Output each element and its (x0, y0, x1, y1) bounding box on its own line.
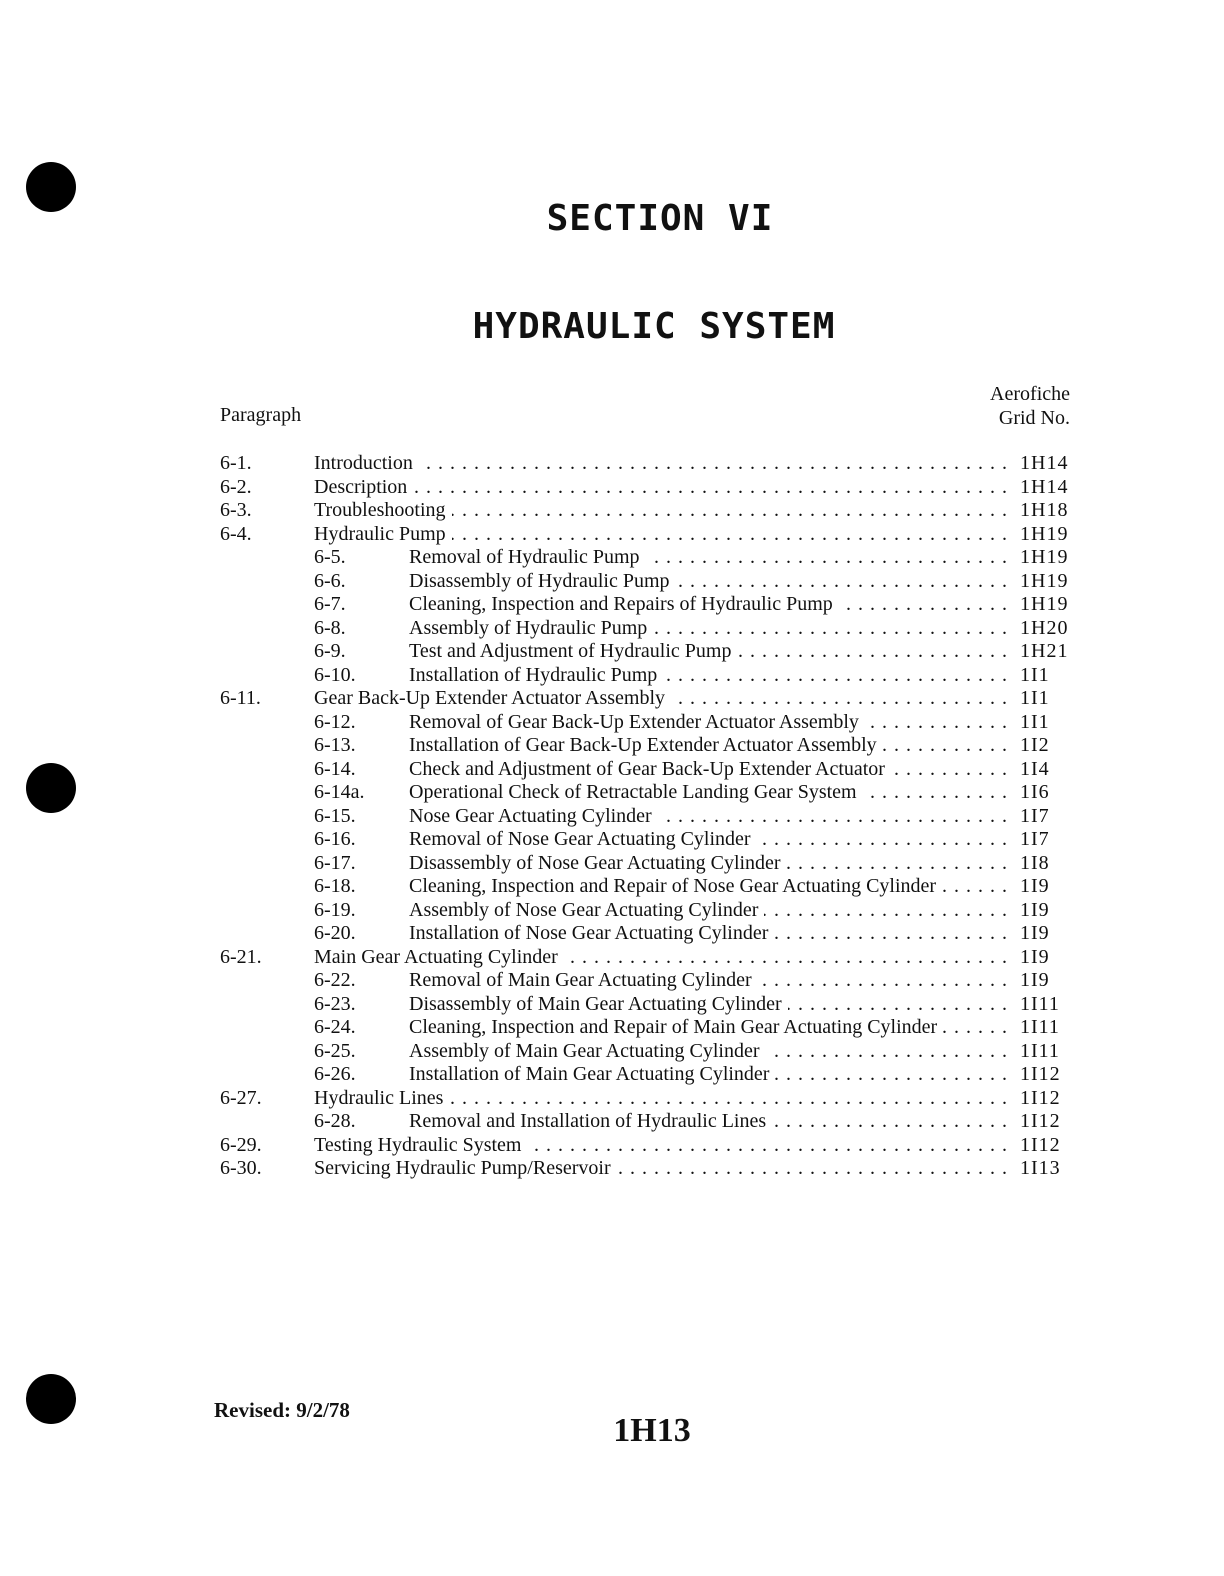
toc-entry-number: 6-3. (220, 499, 252, 521)
toc-entry (220, 1134, 1080, 1158)
toc-entry-number: 6-20. (314, 922, 356, 944)
toc-entry-number: 6-5. (314, 546, 346, 568)
toc-entry-number: 6-30. (220, 1157, 262, 1179)
toc-entry-grid: 1I2 (1020, 734, 1050, 756)
toc-entry (220, 640, 1080, 664)
toc-entry-grid: 1I4 (1020, 757, 1050, 780)
toc-entry-grid: 1I1 (1020, 663, 1050, 686)
toc-entry-grid: 1I7 (1020, 828, 1050, 850)
toc-entry-grid: 1H19 (1020, 546, 1069, 568)
toc-entry-grid: 1H19 (1020, 593, 1069, 615)
toc-entry-number: 6-24. (314, 1016, 356, 1038)
toc-entry-title-leader (409, 828, 1008, 852)
toc-entry-title: Cleaning, Inspection and Repairs of Hydraulic Pump (409, 593, 839, 615)
toc-entry-number: 6-22. (314, 969, 356, 991)
toc-entry-title-leader (314, 946, 1008, 970)
toc-entry-title-leader (409, 570, 1008, 594)
toc-entry-title: Removal of Gear Back-Up Extender Actuator Assembly (409, 711, 865, 733)
toc-entry-title: Removal of Nose Gear Actuating Cylinder (409, 828, 757, 850)
toc-entry-title-leader (409, 781, 1008, 805)
toc-entry-title-leader (314, 1157, 1008, 1181)
toc-entry (220, 546, 1080, 570)
toc-entry-number: 6-17. (314, 851, 356, 874)
toc-entry (220, 828, 1080, 852)
toc-entry-title-leader (409, 593, 1008, 617)
revision-date: Revised: 9/2/78 (214, 1398, 350, 1422)
toc-entry-number: 6-10. (314, 663, 356, 686)
toc-entry-title-leader (314, 687, 1008, 711)
toc-entry (220, 664, 1080, 688)
grid-column-header (940, 382, 1070, 430)
toc-entry-title: Nose Gear Actuating Cylinder (409, 805, 658, 827)
toc-entry-title: Installation of Nose Gear Actuating Cylinder (409, 922, 774, 944)
binder-hole-middle (26, 763, 76, 813)
toc-entry-title-leader (409, 758, 1008, 782)
grid-header-line-2: Grid No. (998, 407, 1070, 429)
toc-entry-title-leader (409, 993, 1008, 1017)
toc-entry (220, 946, 1080, 970)
toc-entry-title-leader (314, 452, 1008, 476)
toc-entry (220, 499, 1080, 523)
toc-entry-number: 6-26. (314, 1063, 356, 1085)
toc-entry (220, 1040, 1080, 1064)
toc-entry-title: Test and Adjustment of Hydraulic Pump (409, 640, 737, 662)
toc-entry (220, 570, 1080, 594)
toc-entry-title: Installation of Hydraulic Pump (409, 664, 663, 686)
toc-entry-title-leader (314, 499, 1008, 523)
toc-entry (220, 523, 1080, 547)
toc-entry-title-leader (409, 1040, 1008, 1064)
toc-entry-title: Installation of Main Gear Actuating Cylinder (409, 1063, 775, 1085)
toc-entry-number: 6-13. (314, 734, 356, 756)
toc-entry (220, 734, 1080, 758)
toc-entry-title-leader (409, 617, 1008, 641)
toc-entry-number: 6-19. (314, 898, 356, 921)
toc-entry-title: Hydraulic Lines (314, 1087, 449, 1109)
toc-entry (220, 1157, 1080, 1181)
toc-entry-number: 6-23. (314, 992, 356, 1015)
toc-entry-grid: 1I6 (1020, 781, 1050, 803)
toc-entry-grid: 1H18 (1020, 499, 1069, 521)
toc-entry-grid: 1I9 (1020, 898, 1050, 921)
toc-entry-number: 6-1. (220, 452, 252, 474)
toc-entry-title: Check and Adjustment of Gear Back-Up Extender Actuator (409, 758, 891, 780)
toc-entry-title: Servicing Hydraulic Pump/Reservoir (314, 1157, 617, 1179)
toc-entry-grid: 1I1 (1020, 687, 1050, 709)
toc-entry-grid: 1I12 (1020, 1086, 1061, 1109)
toc-entry-title-leader (409, 1016, 1008, 1040)
toc-entry-number: 6-27. (220, 1086, 262, 1109)
toc-entry-title-leader (409, 922, 1008, 946)
toc-entry-number: 6-14. (314, 757, 356, 780)
toc-entry-grid: 1H14 (1020, 475, 1069, 498)
toc-entry-title: Assembly of Main Gear Actuating Cylinder (409, 1040, 766, 1062)
toc-entry-grid: 1I11 (1020, 1039, 1060, 1062)
toc-entry-title-leader (314, 1134, 1008, 1158)
toc-entry-title: Assembly of Hydraulic Pump (409, 617, 653, 639)
toc-entry-title-leader (409, 664, 1008, 688)
toc-entry-title: Hydraulic Pump (314, 523, 452, 545)
section-heading: SECTION VI (546, 198, 774, 239)
toc-entry-grid: 1I11 (1020, 992, 1060, 1015)
toc-entry-grid: 1H19 (1020, 569, 1069, 592)
toc-entry-grid: 1I9 (1020, 875, 1050, 897)
toc-entry-grid: 1I13 (1020, 1157, 1061, 1179)
toc-entry (220, 852, 1080, 876)
toc-entry-number: 6-12. (314, 710, 356, 733)
toc-entry (220, 993, 1080, 1017)
toc-entry-grid: 1H21 (1020, 640, 1069, 662)
toc-entry-number: 6-4. (220, 522, 252, 545)
toc-entry (220, 711, 1080, 735)
toc-entry-title-leader (409, 734, 1008, 758)
toc-entry-title: Removal and Installation of Hydraulic Lines (409, 1110, 772, 1132)
page-number: 1H13 (613, 1412, 691, 1449)
toc-entry (220, 899, 1080, 923)
toc-entry (220, 1063, 1080, 1087)
toc-entry (220, 781, 1080, 805)
toc-entry-number: 6-7. (314, 593, 346, 615)
toc-entry-grid: 1I7 (1020, 804, 1050, 827)
toc-entry-grid: 1I12 (1020, 1063, 1061, 1085)
toc-entry (220, 1110, 1080, 1134)
toc-entry-title: Disassembly of Hydraulic Pump (409, 570, 676, 592)
toc-entry-title-leader (409, 805, 1008, 829)
toc-entry-title-leader (409, 546, 1008, 570)
toc-entry (220, 687, 1080, 711)
toc-entry-number: 6-8. (314, 616, 346, 639)
toc-entry-title-leader (409, 899, 1008, 923)
toc-entry-number: 6-2. (220, 475, 252, 498)
toc-entry (220, 593, 1080, 617)
toc-entry-title: Removal of Hydraulic Pump (409, 546, 646, 568)
toc-entry-grid: 1I9 (1020, 969, 1050, 991)
toc-entry-title-leader (409, 852, 1008, 876)
toc-entry-grid: 1H19 (1020, 522, 1069, 545)
toc-entry-grid: 1H14 (1020, 452, 1069, 474)
toc-entry-title: Cleaning, Inspection and Repair of Nose Gear Actuating Cylinder (409, 875, 942, 897)
toc-entry-title: Testing Hydraulic System (314, 1134, 527, 1156)
toc-entry-title: Troubleshooting (314, 499, 452, 521)
toc-entry-grid: 1I1 (1020, 710, 1050, 733)
paragraph-column-header: Paragraph (220, 404, 302, 426)
toc-entry-number: 6-21. (220, 945, 262, 968)
toc-entry-title-leader (314, 1087, 1008, 1111)
toc-entry-number: 6-6. (314, 569, 346, 592)
toc-entry-title: Disassembly of Main Gear Actuating Cylinder (409, 993, 788, 1015)
toc-entry-title: Introduction (314, 452, 419, 474)
toc-entry-title-leader (409, 711, 1008, 735)
toc-entry-number: 6-25. (314, 1039, 356, 1062)
toc-entry (220, 922, 1080, 946)
toc-entry-number: 6-9. (314, 640, 346, 662)
page-title: HYDRAULIC SYSTEM (472, 306, 836, 347)
toc-entry-title: Operational Check of Retractable Landing Gear System (409, 781, 863, 803)
toc-entry-title-leader (409, 969, 1008, 993)
toc-entry (220, 476, 1080, 500)
toc-entry-title: Gear Back-Up Extender Actuator Assembly (314, 687, 671, 709)
table-of-contents (220, 452, 1080, 1181)
toc-entry-grid: 1I11 (1020, 1016, 1060, 1038)
toc-entry-title-leader (314, 523, 1008, 547)
toc-entry-title: Cleaning, Inspection and Repair of Main Gear Actuating Cylinder (409, 1016, 943, 1038)
toc-entry (220, 805, 1080, 829)
toc-entry-grid: 1I9 (1020, 945, 1050, 968)
toc-entry-grid: 1I9 (1020, 922, 1050, 944)
toc-entry-grid: 1I12 (1020, 1110, 1061, 1132)
toc-entry (220, 875, 1080, 899)
toc-entry-title: Installation of Gear Back-Up Extender Actuator Assembly (409, 734, 883, 756)
toc-entry (220, 1087, 1080, 1111)
toc-entry-title-leader (409, 640, 1008, 664)
toc-entry-grid: 1H20 (1020, 616, 1069, 639)
toc-entry-number: 6-28. (314, 1110, 356, 1132)
toc-entry (220, 758, 1080, 782)
toc-entry-title-leader (409, 875, 1008, 899)
toc-entry-number: 6-18. (314, 875, 356, 897)
toc-entry-number: 6-29. (220, 1133, 262, 1156)
toc-entry-number: 6-15. (314, 804, 356, 827)
toc-entry-title: Assembly of Nose Gear Actuating Cylinder (409, 899, 764, 921)
toc-entry-title-leader (409, 1063, 1008, 1087)
toc-entry (220, 617, 1080, 641)
toc-entry (220, 452, 1080, 476)
toc-entry-number: 6-11. (220, 687, 261, 709)
toc-entry-title: Removal of Main Gear Actuating Cylinder (409, 969, 758, 991)
grid-header-line-1: Aerofiche (990, 383, 1070, 405)
toc-entry-grid: 1I12 (1020, 1133, 1061, 1156)
toc-entry-grid: 1I8 (1020, 851, 1050, 874)
toc-entry-number: 6-16. (314, 828, 356, 850)
toc-entry-title: Disassembly of Nose Gear Actuating Cylinder (409, 852, 787, 874)
toc-entry-title-leader (409, 1110, 1008, 1134)
toc-entry (220, 1016, 1080, 1040)
toc-entry (220, 969, 1080, 993)
toc-entry-title: Main Gear Actuating Cylinder (314, 946, 564, 968)
toc-entry-title-leader (314, 476, 1008, 500)
toc-entry-number: 6-14a. (314, 781, 365, 803)
toc-entry-title: Description (314, 476, 413, 498)
